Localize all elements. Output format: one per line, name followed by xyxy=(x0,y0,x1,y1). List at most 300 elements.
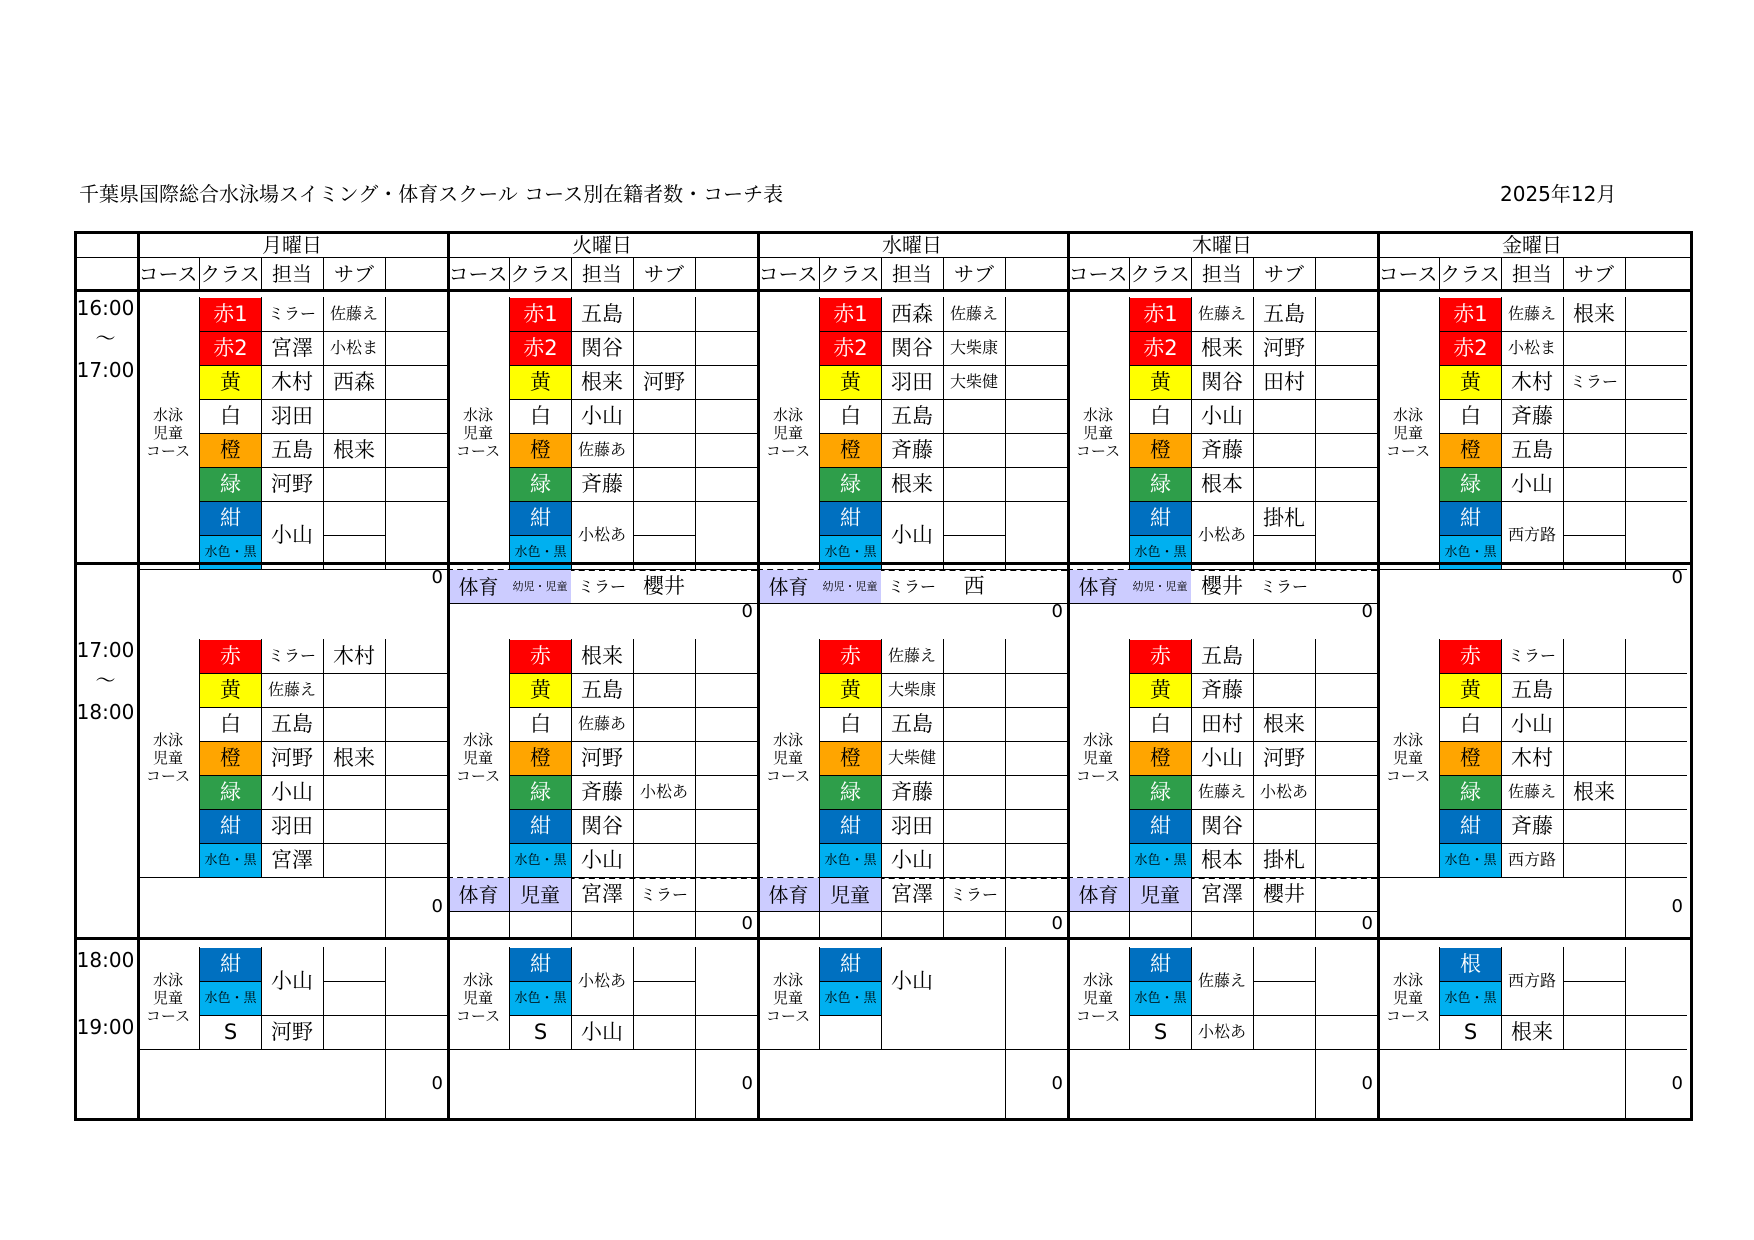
class-cell: 緑 xyxy=(510,468,571,501)
coach-main: 小山 xyxy=(581,847,623,872)
class-cell: 緑 xyxy=(1440,776,1501,809)
coach-main: 小山 xyxy=(891,968,933,993)
coach-sub xyxy=(1253,809,1315,843)
coach-main: 五島 xyxy=(271,437,313,462)
class-cell: 水色・黒 xyxy=(1130,844,1191,877)
table-border-bottom xyxy=(74,1118,1690,1121)
coach-main: 根来 xyxy=(581,643,623,668)
column-header: クラス xyxy=(510,261,570,286)
coach-main: 関谷 xyxy=(891,335,933,360)
coach-main: ミラー xyxy=(267,646,316,665)
class-cell: 赤2 xyxy=(820,332,881,365)
coach-sub xyxy=(1563,399,1625,433)
grid-line xyxy=(1129,877,1130,937)
coach-main: 櫻井 xyxy=(1201,574,1243,598)
grid-line xyxy=(509,981,571,982)
grid-line xyxy=(943,877,944,937)
class-cell: 橙 xyxy=(510,434,571,467)
grid-line xyxy=(1315,257,1316,289)
class-cell: 紺 xyxy=(1440,502,1501,535)
coach-sub xyxy=(943,639,1005,673)
grid-line xyxy=(633,297,634,569)
coach-main: 宮澤 xyxy=(271,847,313,872)
grid-line xyxy=(323,947,324,1049)
course-label-line: 児童 xyxy=(1392,749,1423,767)
coach-sub xyxy=(323,467,385,501)
course-label-line: 児童 xyxy=(462,989,493,1007)
coach-sub: 根来 xyxy=(333,745,375,770)
class-cell: 白 xyxy=(820,708,881,741)
coach-sub xyxy=(1563,673,1625,707)
coach-sub: 小松あ xyxy=(639,782,688,801)
coach-main: 河野 xyxy=(581,745,623,770)
coach-main: 斉藤 xyxy=(581,779,623,804)
day-border xyxy=(137,231,140,1118)
coach-sub xyxy=(1253,1015,1315,1049)
column-header: 担当 xyxy=(892,261,932,286)
course-label-line: コース xyxy=(145,442,191,460)
class-cell: 橙 xyxy=(820,434,881,467)
course-label-line: 水泳 xyxy=(152,971,183,989)
coach-sub: 河野 xyxy=(1263,335,1305,360)
class-cell: 緑 xyxy=(200,468,261,501)
grid-line xyxy=(633,639,634,877)
course-label xyxy=(757,947,819,1049)
class-cell: 赤2 xyxy=(1130,332,1191,365)
class-cell: 緑 xyxy=(820,776,881,809)
slot-border xyxy=(74,562,1690,565)
coach-main: 小松あ xyxy=(577,971,626,990)
grid-line xyxy=(509,877,510,937)
class-cell: 白 xyxy=(510,400,571,433)
grid-line xyxy=(1253,297,1254,569)
coach-main: 関谷 xyxy=(581,335,623,360)
coach-main: 小山 xyxy=(271,779,313,804)
coach-sub xyxy=(1563,639,1625,673)
class-cell: 黄 xyxy=(1440,674,1501,707)
grid-line xyxy=(633,535,695,536)
coach-sub xyxy=(1563,433,1625,467)
course-label-line: 児童 xyxy=(1392,424,1423,442)
coach-main: 小山 xyxy=(271,968,313,993)
coach-main: 関谷 xyxy=(581,813,623,838)
class-cell: S xyxy=(510,1016,571,1049)
class-cell: 白 xyxy=(1440,400,1501,433)
class-cell: 橙 xyxy=(1130,742,1191,775)
class-cell: 根 xyxy=(1440,948,1501,981)
course-label xyxy=(1067,947,1129,1049)
course-label-line: 児童 xyxy=(1392,989,1423,1007)
class-cell: 赤 xyxy=(1130,640,1191,673)
coach-main: 根来 xyxy=(1201,335,1243,360)
course-label-line: 児童 xyxy=(772,989,803,1007)
course-label-line: コース xyxy=(455,767,501,785)
grid-line xyxy=(1563,639,1564,877)
coach-sub xyxy=(323,809,385,843)
class-cell: 黄 xyxy=(820,674,881,707)
coach-sub xyxy=(943,673,1005,707)
grid-line xyxy=(1191,947,1192,1049)
grid-line xyxy=(1253,981,1315,982)
coach-main: 佐藤あ xyxy=(577,714,626,733)
coach-sub: 木村 xyxy=(333,643,375,668)
coach-sub xyxy=(1253,467,1315,501)
class-cell: 紺 xyxy=(200,502,261,535)
column-header: コース xyxy=(448,261,508,286)
coach-main: 羽田 xyxy=(891,369,933,394)
grid-line xyxy=(1191,297,1192,569)
time-start: 17:00 xyxy=(76,638,135,662)
class-cell: 紺 xyxy=(510,948,571,981)
coach-main: 佐藤え xyxy=(887,646,936,665)
course-label xyxy=(1377,297,1439,569)
coach-sub xyxy=(1253,947,1315,981)
grid-line xyxy=(881,639,882,877)
course-label-line: コース xyxy=(1385,767,1431,785)
column-header: クラス xyxy=(200,261,260,286)
class-cell: 水色・黒 xyxy=(200,536,261,569)
coach-sub xyxy=(1253,673,1315,707)
coach-main: 根本 xyxy=(1201,471,1243,496)
coach-main: 田村 xyxy=(1201,711,1243,736)
grid-line xyxy=(1315,947,1316,1049)
grid-line xyxy=(943,639,944,877)
grid-line xyxy=(1005,257,1006,289)
time-end: 18:00 xyxy=(76,700,135,724)
grid-line xyxy=(1253,535,1315,536)
coach-sub: 小松あ xyxy=(1259,782,1308,801)
coach-sub xyxy=(633,297,695,331)
column-header: コース xyxy=(758,261,818,286)
class-cell: 黄 xyxy=(1440,366,1501,399)
grid-line xyxy=(633,981,695,982)
course-label-line: コース xyxy=(145,767,191,785)
grid-line xyxy=(881,297,882,569)
class-cell: 紺 xyxy=(510,502,571,535)
coach-sub xyxy=(943,467,1005,501)
taiiku-class: 幼児・児童 xyxy=(509,570,571,603)
coach-sub: 根来 xyxy=(1573,779,1615,804)
coach-sub xyxy=(943,809,1005,843)
day-header: 金曜日 xyxy=(1502,233,1562,257)
class-cell: 水色・黒 xyxy=(1440,536,1501,569)
grid-line xyxy=(571,877,572,937)
course-label xyxy=(1067,297,1129,569)
grid-line xyxy=(509,297,510,569)
grid-line xyxy=(1253,947,1254,1049)
coach-sub xyxy=(1563,809,1625,843)
coach-sub xyxy=(943,741,1005,775)
grid-line xyxy=(509,947,510,1049)
coach-sub xyxy=(633,843,695,877)
grid-line xyxy=(1501,947,1502,1049)
coach-sub xyxy=(633,399,695,433)
column-header: サブ xyxy=(644,261,684,286)
enrollment-total: 0 xyxy=(431,567,443,588)
class-cell: 赤 xyxy=(510,640,571,673)
course-label-line: 児童 xyxy=(1082,749,1113,767)
coach-main: 小松あ xyxy=(1197,1022,1246,1041)
coach-main: 宮澤 xyxy=(1201,882,1243,906)
class-cell: 黄 xyxy=(820,366,881,399)
coach-sub: ミラー xyxy=(1569,372,1618,391)
coach-sub xyxy=(633,673,695,707)
course-label-line: 児童 xyxy=(152,989,183,1007)
grid-line xyxy=(571,639,572,877)
taiiku-class: 幼児・児童 xyxy=(819,570,881,603)
class-cell: 白 xyxy=(1440,708,1501,741)
course-label-line: 児童 xyxy=(772,424,803,442)
class-cell: 紺 xyxy=(1130,948,1191,981)
enrollment-total: 0 xyxy=(1051,601,1063,622)
grid-line xyxy=(1563,535,1625,536)
day-border xyxy=(757,231,760,1118)
coach-main: 五島 xyxy=(1201,643,1243,668)
grid-line xyxy=(571,297,572,569)
coach-sub: 櫻井 xyxy=(1263,882,1305,906)
coach-main: 木村 xyxy=(271,369,313,394)
class-cell: 赤2 xyxy=(510,332,571,365)
course-label-line: 児童 xyxy=(152,424,183,442)
coach-sub xyxy=(633,639,695,673)
time-separator: ～ xyxy=(95,326,116,350)
class-cell: 橙 xyxy=(820,742,881,775)
grid-line xyxy=(695,257,696,289)
column-header: クラス xyxy=(820,261,880,286)
coach-sub xyxy=(1253,639,1315,673)
coach-main: 宮澤 xyxy=(271,335,313,360)
course-label-line: 水泳 xyxy=(462,406,493,424)
coach-main: 関谷 xyxy=(1201,813,1243,838)
coach-sub xyxy=(1563,843,1625,877)
coach-main: ミラー xyxy=(267,304,316,323)
coach-main: ミラー xyxy=(577,576,626,596)
course-label-line: コース xyxy=(145,1007,191,1025)
coach-main: 羽田 xyxy=(891,813,933,838)
grid-line xyxy=(199,639,200,877)
class-cell: 緑 xyxy=(510,776,571,809)
class-cell: 水色・黒 xyxy=(1130,982,1191,1015)
grid-line xyxy=(261,639,262,877)
coach-sub: 河野 xyxy=(1263,745,1305,770)
coach-sub xyxy=(323,1015,385,1049)
class-cell: 緑 xyxy=(820,468,881,501)
course-label-line: 水泳 xyxy=(772,731,803,749)
coach-sub xyxy=(1563,947,1625,981)
coach-main: ミラー xyxy=(887,576,936,596)
coach-main: 根本 xyxy=(1201,847,1243,872)
course-label-line: 水泳 xyxy=(1082,406,1113,424)
course-label-line: 水泳 xyxy=(772,971,803,989)
coach-main: 五島 xyxy=(891,711,933,736)
class-cell: 水色・黒 xyxy=(1130,536,1191,569)
course-label-line: 児童 xyxy=(152,749,183,767)
class-cell: S xyxy=(200,1016,261,1049)
coach-main: 佐藤え xyxy=(1507,304,1556,323)
grid-line xyxy=(509,535,571,536)
course-label-line: 水泳 xyxy=(1392,971,1423,989)
column-header: コース xyxy=(138,261,198,286)
course-label-line: コース xyxy=(765,767,811,785)
coach-main: 西森 xyxy=(891,301,933,326)
enrollment-total: 0 xyxy=(1361,1072,1373,1094)
grid-line xyxy=(571,947,572,1049)
column-header: 担当 xyxy=(272,261,312,286)
coach-main: 木村 xyxy=(1511,369,1553,394)
coach-main: ミラー xyxy=(1507,646,1556,665)
grid-line xyxy=(819,877,820,937)
course-label xyxy=(447,639,509,877)
grid-line xyxy=(199,535,261,536)
coach-main: 小松ま xyxy=(1507,338,1556,357)
coach-main: 斉藤 xyxy=(581,471,623,496)
course-label xyxy=(757,297,819,569)
class-cell: 橙 xyxy=(1440,742,1501,775)
class-cell: 緑 xyxy=(1440,468,1501,501)
course-label-line: 水泳 xyxy=(152,731,183,749)
coach-main: 佐藤え xyxy=(267,680,316,699)
class-cell: S xyxy=(1440,1016,1501,1049)
class-cell: 紺 xyxy=(1130,810,1191,843)
grid-line xyxy=(695,947,696,1049)
grid-line xyxy=(1439,639,1440,877)
grid-line xyxy=(1439,947,1440,1049)
grid-line xyxy=(261,947,262,1049)
grid-line xyxy=(819,1015,881,1016)
enrollment-total: 0 xyxy=(1671,1072,1683,1094)
column-header: コース xyxy=(1378,261,1438,286)
class-cell: 白 xyxy=(1130,708,1191,741)
coach-main: 斉藤 xyxy=(891,779,933,804)
class-cell: 白 xyxy=(200,400,261,433)
taiiku-label: 体育 xyxy=(448,570,509,603)
grid-line xyxy=(323,297,324,569)
coach-main: 河野 xyxy=(271,471,313,496)
class-cell: 緑 xyxy=(1130,468,1191,501)
coach-main: 大柴康 xyxy=(887,680,936,699)
class-cell: 黄 xyxy=(200,674,261,707)
class-cell: 橙 xyxy=(200,742,261,775)
enrollment-total: 0 xyxy=(741,601,753,622)
coach-sub: ミラー xyxy=(949,884,998,904)
grid-line xyxy=(695,297,696,569)
grid-line xyxy=(1563,947,1564,1049)
class-cell: 赤1 xyxy=(200,298,261,331)
grid-line xyxy=(1563,981,1625,982)
coach-main: 小山 xyxy=(1201,403,1243,428)
class-cell: 水色・黒 xyxy=(820,982,881,1015)
taiiku-label: 体育 xyxy=(1068,878,1129,911)
coach-main: 根来 xyxy=(891,471,933,496)
coach-sub xyxy=(943,433,1005,467)
class-cell: 赤 xyxy=(820,640,881,673)
day-border xyxy=(1067,231,1070,1118)
coach-sub: 大柴康 xyxy=(949,338,998,357)
coach-sub xyxy=(943,399,1005,433)
grid-line xyxy=(261,297,262,569)
coach-sub: ミラー xyxy=(639,884,688,904)
grid-line xyxy=(1501,639,1502,877)
course-label-line: 児童 xyxy=(772,749,803,767)
course-label xyxy=(137,639,199,877)
class-cell: 紺 xyxy=(1440,810,1501,843)
coach-sub: 小松ま xyxy=(329,338,378,357)
coach-main: 大柴健 xyxy=(887,748,936,767)
coach-sub xyxy=(323,399,385,433)
table-border-right xyxy=(1690,231,1693,1121)
coach-sub: ミラー xyxy=(1259,576,1308,596)
coach-sub xyxy=(633,501,695,535)
class-cell: 白 xyxy=(510,708,571,741)
grid-line xyxy=(1315,297,1316,569)
coach-main: 西方路 xyxy=(1507,971,1556,990)
grid-line xyxy=(199,947,200,1049)
class-cell: 紺 xyxy=(820,948,881,981)
coach-sub xyxy=(1253,399,1315,433)
class-cell: 赤2 xyxy=(1440,332,1501,365)
taiiku-class: 児童 xyxy=(509,878,571,911)
grid-line xyxy=(819,981,881,982)
grid-line xyxy=(385,257,386,289)
coach-main: 根来 xyxy=(1511,1019,1553,1044)
course-label-line: 水泳 xyxy=(1082,731,1113,749)
class-cell: 水色・黒 xyxy=(820,536,881,569)
grid-line xyxy=(1005,947,1006,1049)
coach-sub: 根来 xyxy=(1573,301,1615,326)
course-label xyxy=(447,947,509,1049)
course-label-line: 水泳 xyxy=(1392,731,1423,749)
column-header: サブ xyxy=(1574,261,1614,286)
enrollment-total: 0 xyxy=(741,1072,753,1094)
class-cell: 水色・黒 xyxy=(510,844,571,877)
taiiku-class: 幼児・児童 xyxy=(1129,570,1191,603)
day-header: 木曜日 xyxy=(1192,233,1252,257)
class-cell: 橙 xyxy=(1130,434,1191,467)
grid-line xyxy=(1625,257,1626,289)
header-line xyxy=(74,289,1690,292)
class-cell: 紺 xyxy=(200,810,261,843)
class-cell: 赤1 xyxy=(820,298,881,331)
table-border-left xyxy=(74,231,77,1121)
coach-sub: 佐藤え xyxy=(949,304,998,323)
grid-line xyxy=(323,981,385,982)
grid-line xyxy=(1439,297,1440,569)
course-label-line: コース xyxy=(455,442,501,460)
column-header: クラス xyxy=(1440,261,1500,286)
class-cell: 紺 xyxy=(200,948,261,981)
coach-sub xyxy=(1563,741,1625,775)
course-label xyxy=(1377,947,1439,1049)
slot-border xyxy=(74,937,1690,940)
course-label-line: 水泳 xyxy=(152,406,183,424)
course-label-line: コース xyxy=(1075,442,1121,460)
coach-main: 小山 xyxy=(891,522,933,547)
grid-line xyxy=(633,877,634,937)
grid-line xyxy=(819,297,820,569)
grid-line xyxy=(1005,297,1006,569)
coach-main: 斉藤 xyxy=(1511,813,1553,838)
course-label xyxy=(1377,639,1439,877)
coach-sub xyxy=(633,1015,695,1049)
class-cell: 紺 xyxy=(1130,502,1191,535)
grid-line xyxy=(633,947,634,1049)
time-separator: ～ xyxy=(95,668,116,692)
grid-line xyxy=(1129,981,1191,982)
time-end: 17:00 xyxy=(76,358,135,382)
taiiku-label: 体育 xyxy=(758,878,819,911)
coach-sub xyxy=(943,707,1005,741)
class-cell: 白 xyxy=(820,400,881,433)
